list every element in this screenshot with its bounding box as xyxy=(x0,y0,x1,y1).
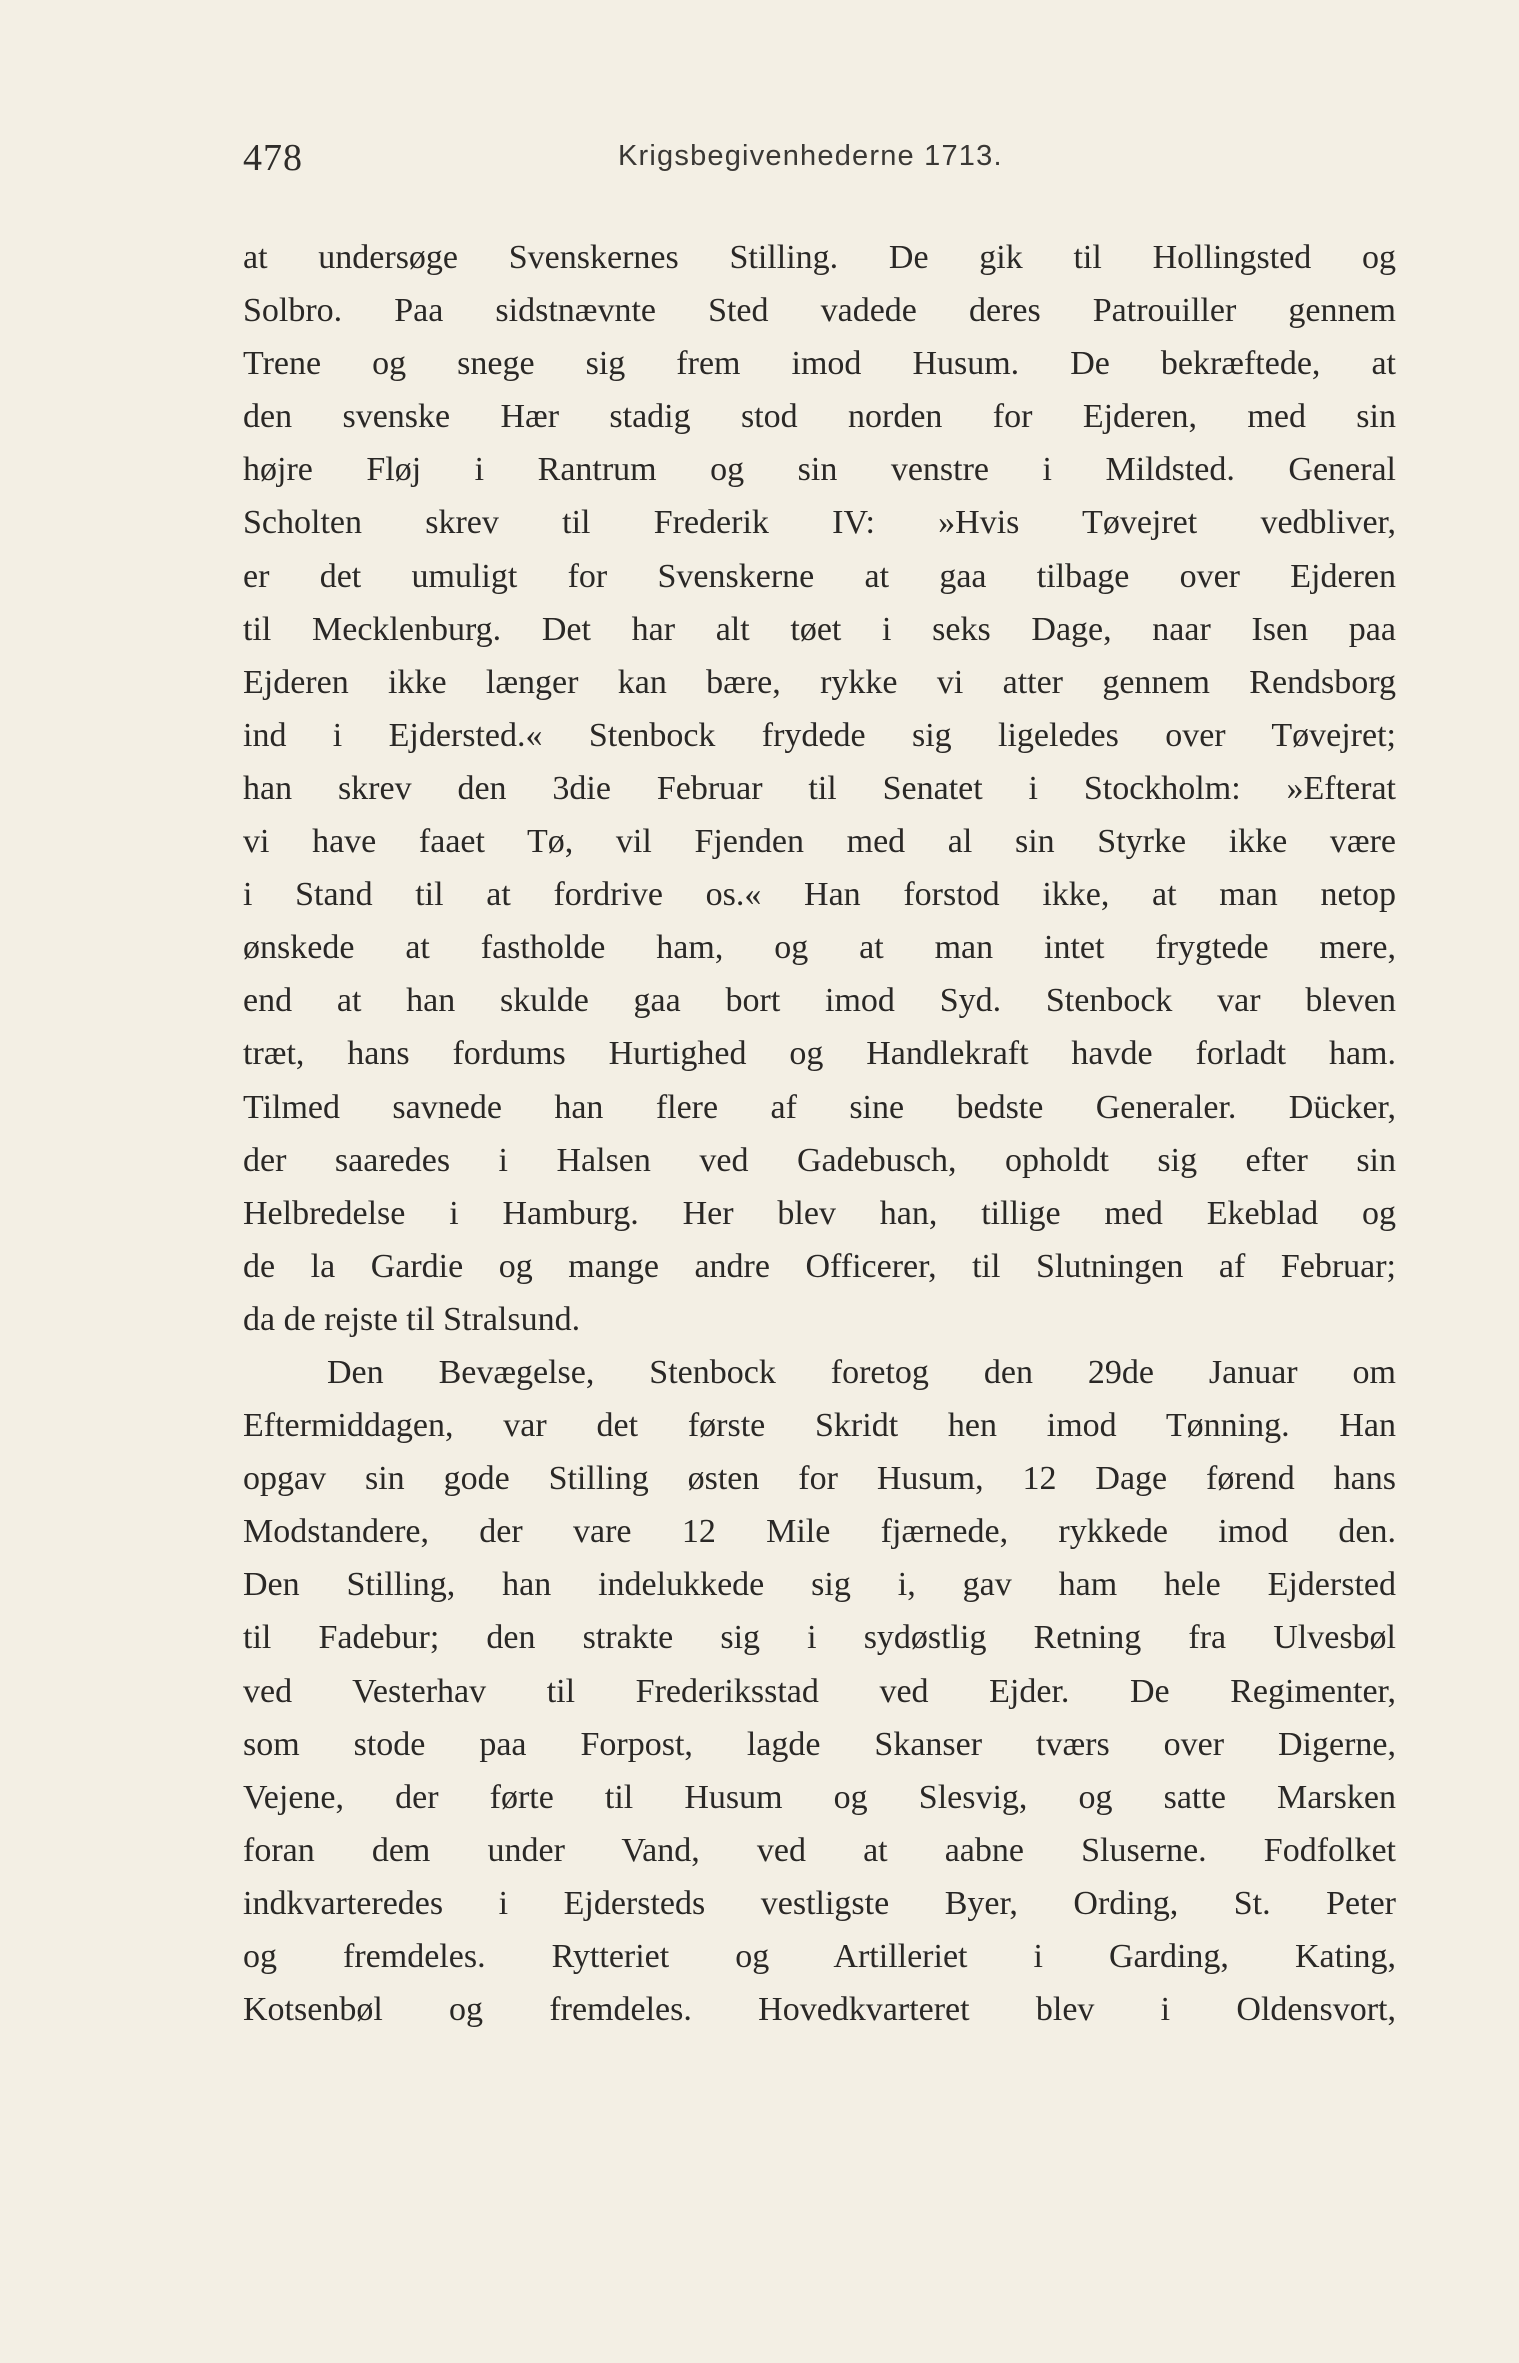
text-line: til Fadebur; den strakte sig i sydøstlig Retning fra Ulvesbøl xyxy=(243,1619,1396,1657)
text-line: han skrev den 3die Februar til Senatet i Stockholm: »Efterat xyxy=(243,769,1396,807)
page-number: 478 xyxy=(243,137,303,179)
paragraph-2 xyxy=(243,1346,1396,2036)
text-line: højre Fløj i Rantrum og sin venstre i Mildsted. General xyxy=(243,451,1396,489)
text-line: Helbredelse i Hamburg. Her blev han, tillige med Ekeblad og xyxy=(243,1194,1396,1232)
text-line: den svenske Hær stadig stod norden for Ejderen, med sin xyxy=(243,398,1396,436)
text-line: Modstandere, der vare 12 Mile fjærnede, rykkede imod den. xyxy=(243,1513,1396,1551)
text-line: ind i Ejdersted.« Stenbock frydede sig ligeledes over Tøvejret; xyxy=(243,716,1396,754)
page-header xyxy=(243,136,1393,186)
text-line: foran dem under Vand, ved at aabne Sluserne. Fodfolket xyxy=(243,1831,1396,1869)
text-line: og fremdeles. Rytteriet og Artilleriet i Garding, Kating, xyxy=(243,1938,1396,1975)
text-line: ved Vesterhav til Frederiksstad ved Ejder. De Regimenter, xyxy=(243,1672,1396,1710)
text-line: de la Gardie og mange andre Officerer, til Slutningen af Februar; xyxy=(243,1247,1396,1285)
text-line: end at han skulde gaa bort imod Syd. Stenbock var bleven xyxy=(243,982,1396,1020)
text-line: vi have faaet Tø, vil Fjenden med al sin Styrke ikke være xyxy=(243,823,1396,861)
text-line: som stode paa Forpost, lagde Skanser tværs over Digerne, xyxy=(243,1725,1396,1763)
text-line: at undersøge Svenskernes Stilling. De gik til Hollingsted og xyxy=(243,239,1396,276)
text-line: Kotsenbøl og fremdeles. Hovedkvarteret blev i Oldensvort, xyxy=(243,1991,1396,2029)
text-line: Trene og snege sig frem imod Husum. De bekræftede, at xyxy=(243,345,1396,383)
text-line: Scholten skrev til Frederik IV: »Hvis Tøvejret vedbliver, xyxy=(243,504,1396,542)
body-text xyxy=(243,231,1396,2036)
text-line: opgav sin gode Stilling østen for Husum, 12 Dage førend hans xyxy=(243,1460,1396,1498)
running-title: Krigsbegivenhederne 1713. xyxy=(618,140,1003,172)
text-line: Vejene, der førte til Husum og Slesvig, og satte Marsken xyxy=(243,1778,1396,1816)
text-line: i Stand til at fordrive os.« Han forstod ikke, at man netop xyxy=(243,876,1396,914)
text-line: træt, hans fordums Hurtighed og Handlekraft havde forladt ham. xyxy=(243,1035,1396,1073)
text-line: Eftermiddagen, var det første Skridt hen imod Tønning. Han xyxy=(243,1407,1396,1445)
text-line: ønskede at fastholde ham, og at man intet frygtede mere, xyxy=(243,929,1396,967)
text-line: Den Bevægelse, Stenbock foretog den 29de Januar om xyxy=(327,1353,1396,1391)
paragraph-1 xyxy=(243,231,1396,1346)
text-line: Solbro. Paa sidstnævnte Sted vadede deres Patrouiller gennem xyxy=(243,292,1396,330)
text-line: Ejderen ikke længer kan bære, rykke vi atter gennem Rendsborg xyxy=(243,663,1396,701)
text-line: Den Stilling, han indelukkede sig i, gav ham hele Ejdersted xyxy=(243,1566,1396,1604)
text-line: er det umuligt for Svenskerne at gaa tilbage over Ejderen xyxy=(243,557,1396,595)
text-line: Tilmed savnede han flere af sine bedste Generaler. Dücker, xyxy=(243,1088,1396,1126)
text-line: til Mecklenburg. Det har alt tøet i seks Dage, naar Isen paa xyxy=(243,610,1396,648)
text-line: indkvarteredes i Ejdersteds vestligste Byer, Ording, St. Peter xyxy=(243,1884,1396,1922)
text-line: der saaredes i Halsen ved Gadebusch, opholdt sig efter sin xyxy=(243,1141,1396,1179)
text-line: da de rejste til Stralsund. xyxy=(243,1300,581,1338)
